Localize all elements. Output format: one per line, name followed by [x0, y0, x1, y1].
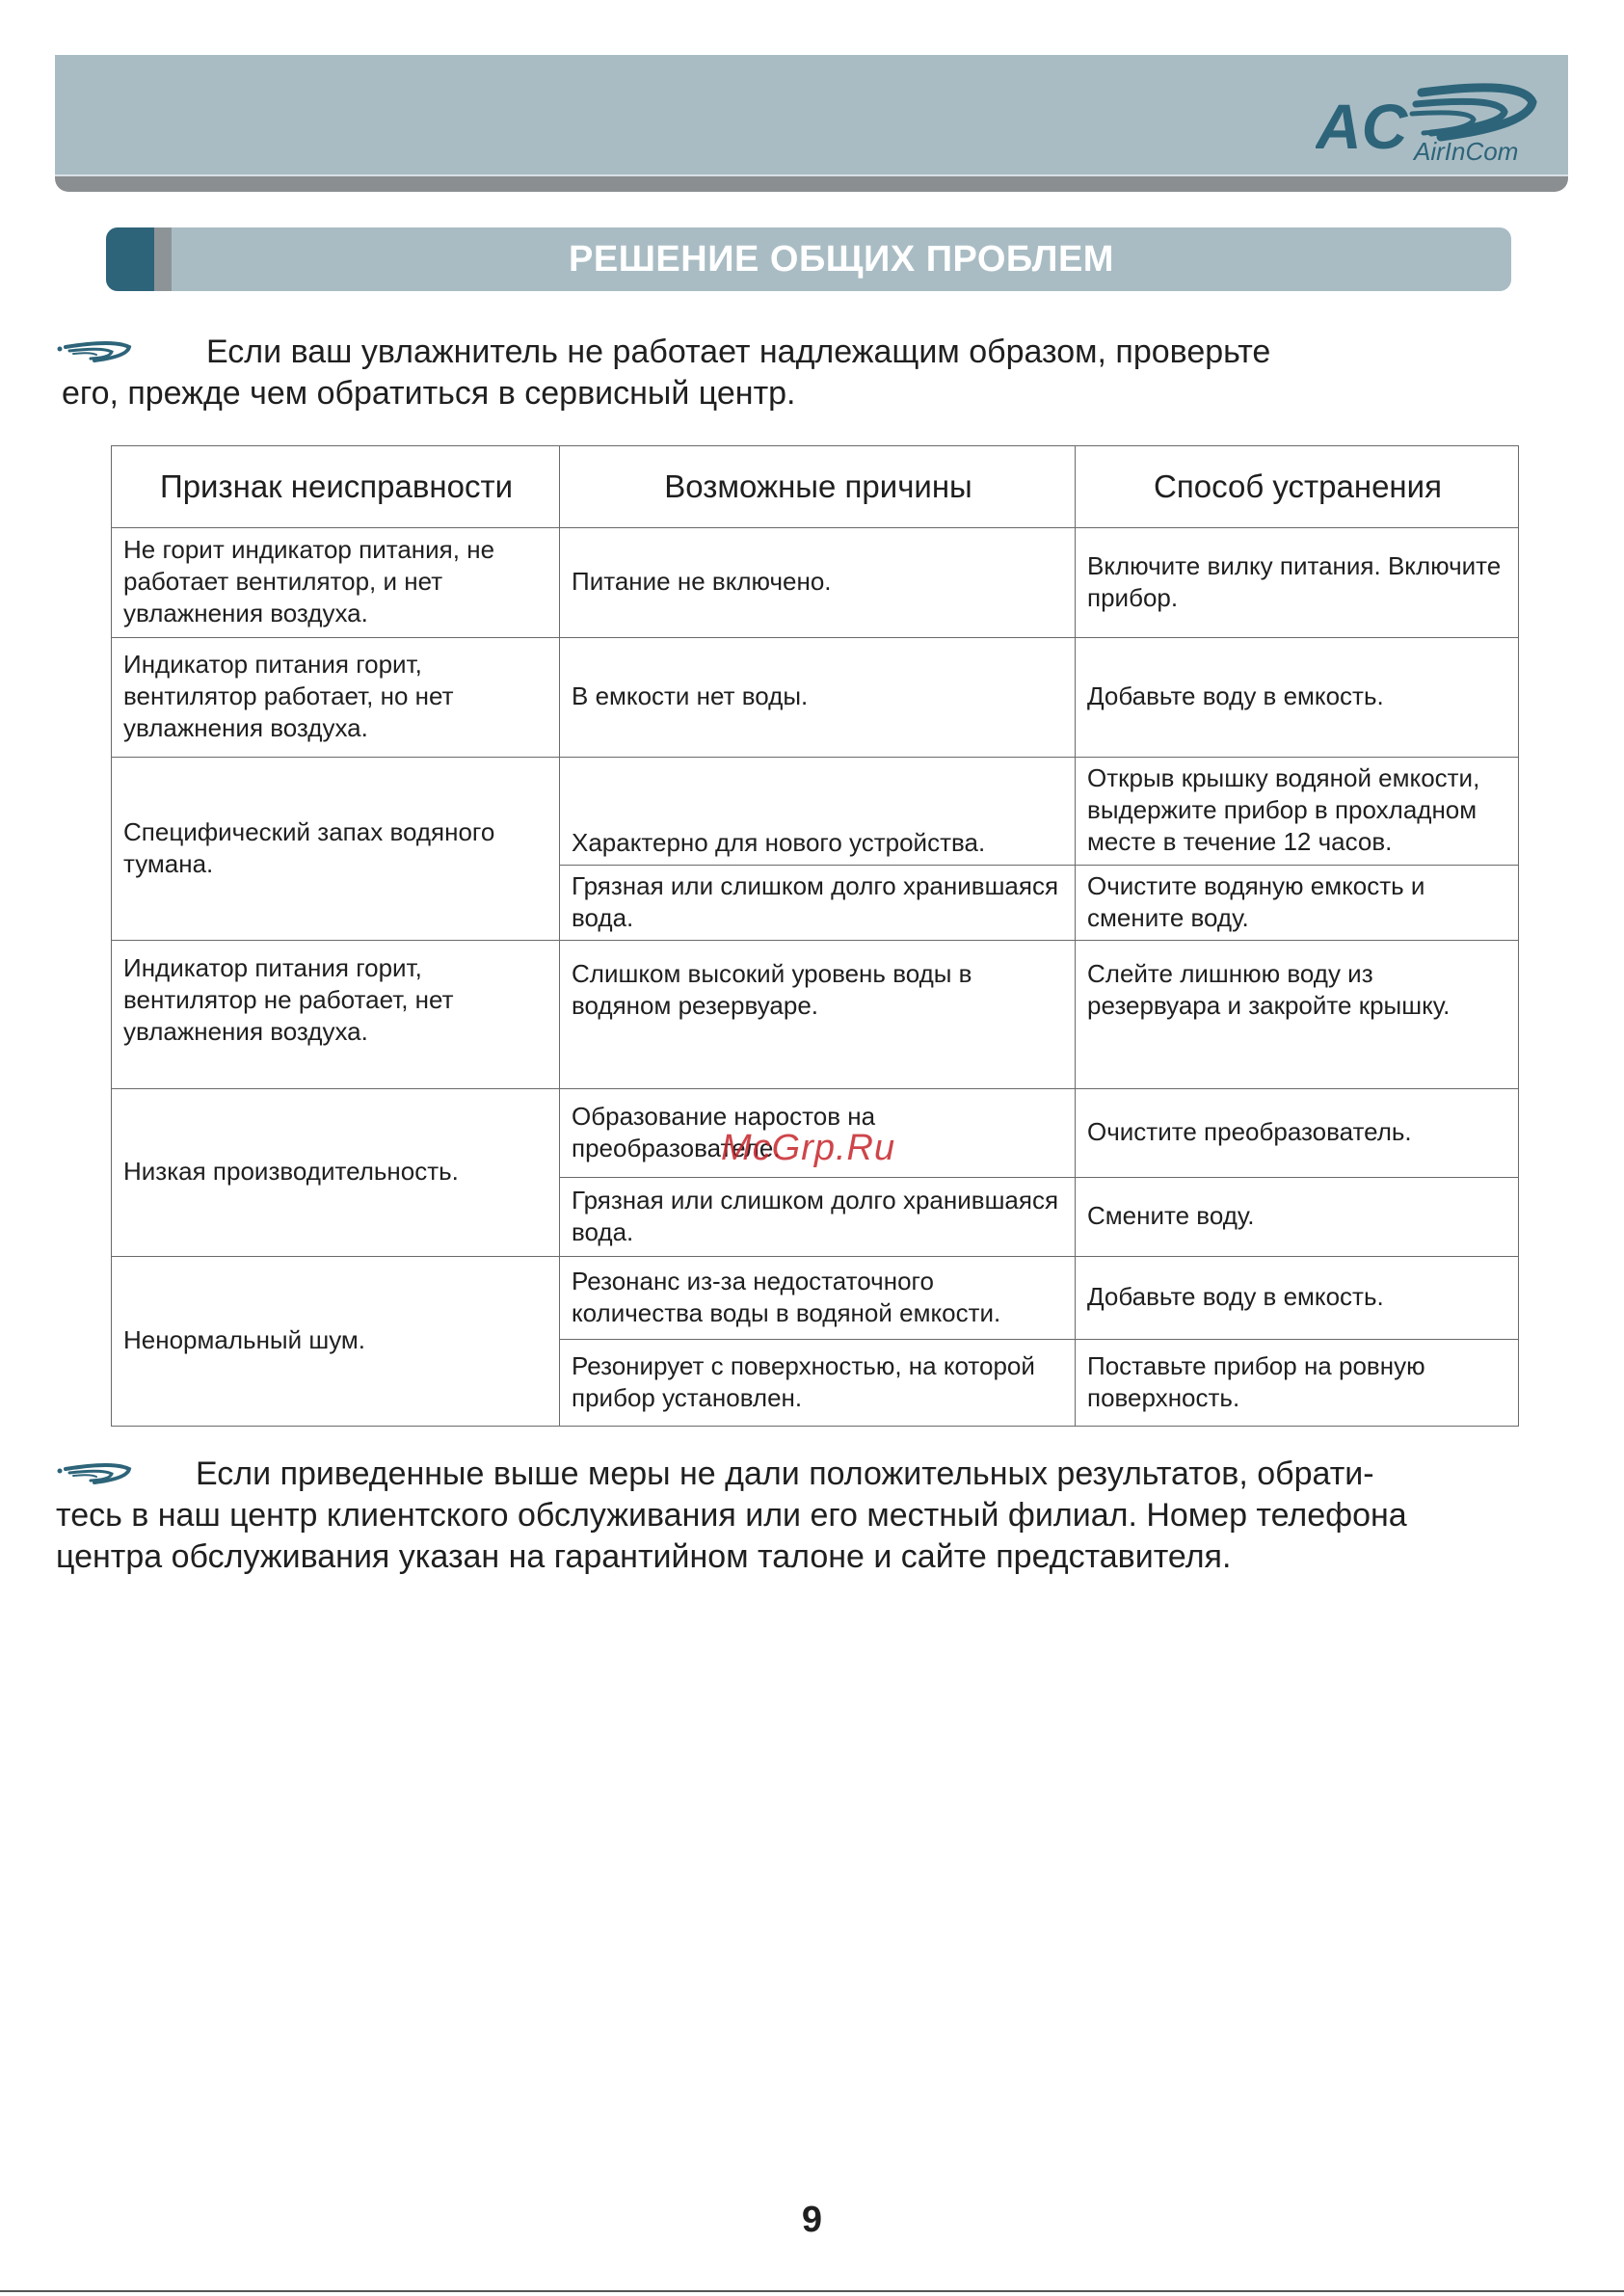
header-cause: Возможные причины	[560, 446, 1076, 528]
outro-paragraph	[56, 1454, 1521, 1578]
symptom-cell: Низкая производительность.	[112, 1089, 560, 1257]
cause-cell: Слишком высокий уровень воды в водяном резервуаре.	[560, 941, 1076, 1089]
table-row	[112, 1257, 1519, 1340]
section-accent-secondary	[154, 227, 172, 291]
intro-paragraph	[62, 332, 1507, 414]
symptom-cell: Индикатор питания горит, вентилятор не работает, нет увлажнения воздуха.	[112, 941, 560, 1089]
intro-rest: его, прежде чем обратиться в сервисный центр.	[62, 375, 796, 412]
header-shadow	[55, 176, 1568, 192]
symptom-cell: Индикатор питания горит, вентилятор работает, но нет увлажнения воздуха.	[112, 638, 560, 758]
remedy-cell: Очистите преобразователь.	[1076, 1089, 1519, 1178]
airincom-logo	[1316, 81, 1537, 168]
cause-cell: Грязная или слишком долго хранившаяся вода.	[560, 1178, 1076, 1257]
cause-cell: Питание не включено.	[560, 528, 1076, 638]
symptom-cell: Ненормальный шум.	[112, 1257, 560, 1427]
symptom-cell: Не горит индикатор питания, не работает вентилятор, и нет увлажнения воздуха.	[112, 528, 560, 638]
cause-cell: Резонанс из-за недостаточного количества воды в водяной емкости.	[560, 1257, 1076, 1340]
table-row	[112, 528, 1519, 638]
cause-cell: Резонирует с поверхностью, на которой прибор установлен.	[560, 1340, 1076, 1427]
outro-rest: тесь в наш центр клиентского обслуживания или его местный филиал. Номер телефона центра обслуживания указан на гарантийном талоне и сайте представителя.	[56, 1497, 1407, 1575]
table-row	[112, 758, 1519, 866]
remedy-cell: Включите вилку питания. Включите прибор.	[1076, 528, 1519, 638]
watermark: McGrp.Ru	[721, 1128, 896, 1168]
troubleshooting-table	[111, 445, 1519, 1427]
cause-cell: В емкости нет воды.	[560, 638, 1076, 758]
symptom-cell: Специфический запах водяного тумана.	[112, 758, 560, 941]
cause-cell: Грязная или слишком долго хранившаяся вода.	[560, 866, 1076, 941]
remedy-cell: Слейте лишнюю воду из резервуара и закройте крышку.	[1076, 941, 1519, 1089]
cause-cell: Образование наростов на преобразователе.	[560, 1089, 1076, 1178]
header-symptom: Признак неисправности	[112, 446, 560, 528]
remedy-cell: Открыв крышку водяной емкости, выдержите прибор в прохладном месте в течение 12 часов.	[1076, 758, 1519, 866]
remedy-cell: Поставьте прибор на ровную поверхность.	[1076, 1340, 1519, 1427]
table-header-row	[112, 446, 1519, 528]
remedy-cell: Очистите водяную емкость и смените воду.	[1076, 866, 1519, 941]
logo-mark: AC	[1316, 91, 1408, 162]
cause-cell: Характерно для нового устройства.	[560, 758, 1076, 866]
table-row	[112, 638, 1519, 758]
header-remedy: Способ устранения	[1076, 446, 1519, 528]
bottom-rule	[0, 2290, 1624, 2292]
table-row	[112, 941, 1519, 1089]
outro-first-line: Если приведенные выше меры не дали положительных результатов, обрати-	[196, 1455, 1374, 1492]
section-accent	[106, 227, 154, 291]
remedy-cell: Добавьте воду в емкость.	[1076, 638, 1519, 758]
page-number: 9	[801, 2200, 823, 2240]
remedy-cell: Добавьте воду в емкость.	[1076, 1257, 1519, 1340]
logo-text: AirInCom	[1414, 137, 1519, 166]
remedy-cell: Смените воду.	[1076, 1178, 1519, 1257]
section-title-bar	[106, 227, 1511, 291]
section-title: РЕШЕНИЕ ОБЩИХ ПРОБЛЕМ	[569, 239, 1114, 280]
intro-first-line: Если ваш увлажнитель не работает надлежащим образом, проверьте	[206, 334, 1271, 370]
